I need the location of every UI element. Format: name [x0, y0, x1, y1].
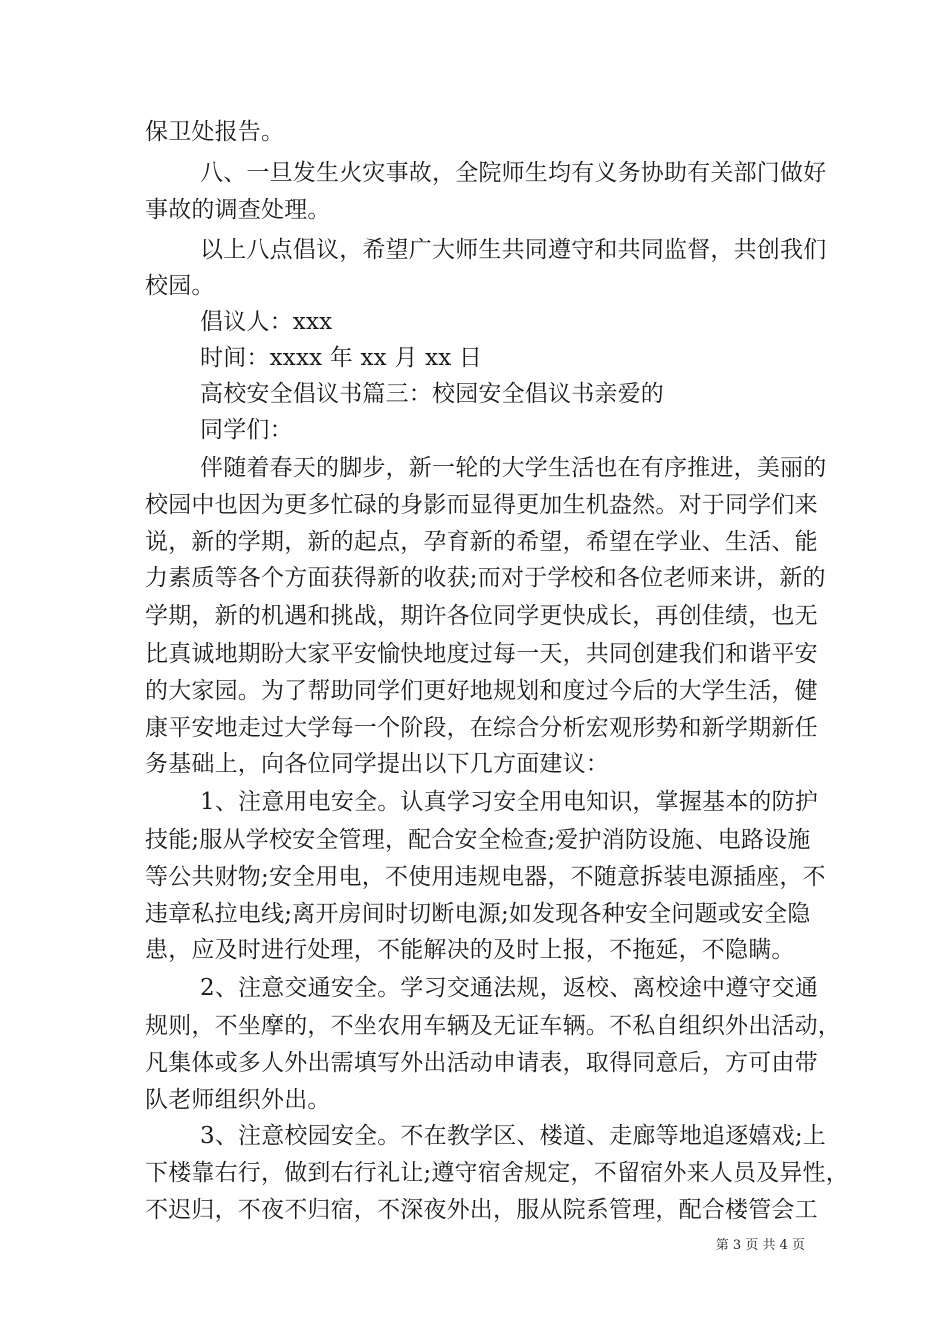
text-line: 以上八点倡议，希望广大师生共同遵守和共同监督，共创我们	[200, 237, 827, 263]
salutation-line: 同学们：	[200, 417, 293, 443]
text-line: 校园。	[145, 273, 215, 299]
section-heading: 高校安全倡议书篇三：校园安全倡议书亲爱的	[200, 381, 664, 407]
text-line: 违章私拉电线;离开房间时切断电源;如发现各种安全问题或安全隐	[145, 901, 811, 927]
text-line: 力素质等各个方面获得新的收获;而对于学校和各位老师来讲，新的	[145, 565, 826, 591]
text-line: 务基础上，向各位同学提出以下几方面建议：	[145, 751, 609, 777]
text-line: 队老师组织外出。	[145, 1087, 331, 1113]
text-line: 学期，新的机遇和挑战，期许各位同学更快成长，再创佳绩，也无	[145, 603, 818, 629]
text-line: 康平安地走过大学每一个阶段，在综合分析宏观形势和新学期新任	[145, 715, 818, 741]
text-line: 校园中也因为更多忙碌的身影而显得更加生机盎然。对于同学们来	[145, 492, 818, 518]
text-line: 比真诚地期盼大家平安愉快地度过每一天，共同创建我们和谐平安	[145, 641, 818, 667]
list-item-line: 2、注意交通安全。学习交通法规，返校、离校途中遵守交通	[200, 975, 819, 1001]
page-number: 第 3 页 共 4 页	[715, 1238, 805, 1253]
text-line: 说，新的学期，新的起点，孕育新的希望，希望在学业、生活、能	[145, 529, 818, 555]
text-line: 伴随着春天的脚步，新一轮的大学生活也在有序推进，美丽的	[200, 455, 827, 481]
text-line: 等公共财物;安全用电，不使用违规电器，不随意拆装电源插座，不	[145, 864, 826, 890]
text-line: 八、一旦发生火灾事故，全院师生均有义务协助有关部门做好	[200, 160, 827, 186]
text-line: 事故的调查处理。	[145, 197, 331, 223]
text-line: 规则，不坐摩的，不坐农用车辆及无证车辆。不私自组织外出活动，	[145, 1013, 841, 1039]
text-line: 技能;服从学校安全管理，配合安全检查;爱护消防设施、电路设施	[145, 827, 811, 853]
signatory-line: 倡议人：xxx	[200, 309, 333, 335]
list-item-line: 3、注意校园安全。不在教学区、楼道、走廊等地追逐嬉戏;上	[200, 1123, 826, 1149]
text-line: 保卫处报告。	[145, 119, 285, 145]
text-line: 的大家园。为了帮助同学们更好地规划和度过今后的大学生活，健	[145, 678, 818, 704]
date-line: 时间：xxxx 年 xx 月 xx 日	[200, 345, 483, 371]
text-line: 凡集体或多人外出需填写外出活动申请表，取得同意后，方可由带	[145, 1050, 818, 1076]
text-line: 下楼靠右行，做到右行礼让;遵守宿舍规定，不留宿外来人员及异性，	[145, 1160, 849, 1186]
list-item-line: 1、注意用电安全。认真学习安全用电知识，掌握基本的防护	[200, 789, 819, 815]
text-line: 不迟归，不夜不归宿，不深夜外出，服从院系管理，配合楼管会工	[145, 1197, 818, 1223]
text-line: 患，应及时进行处理，不能解决的及时上报，不拖延，不隐瞒。	[145, 937, 795, 963]
